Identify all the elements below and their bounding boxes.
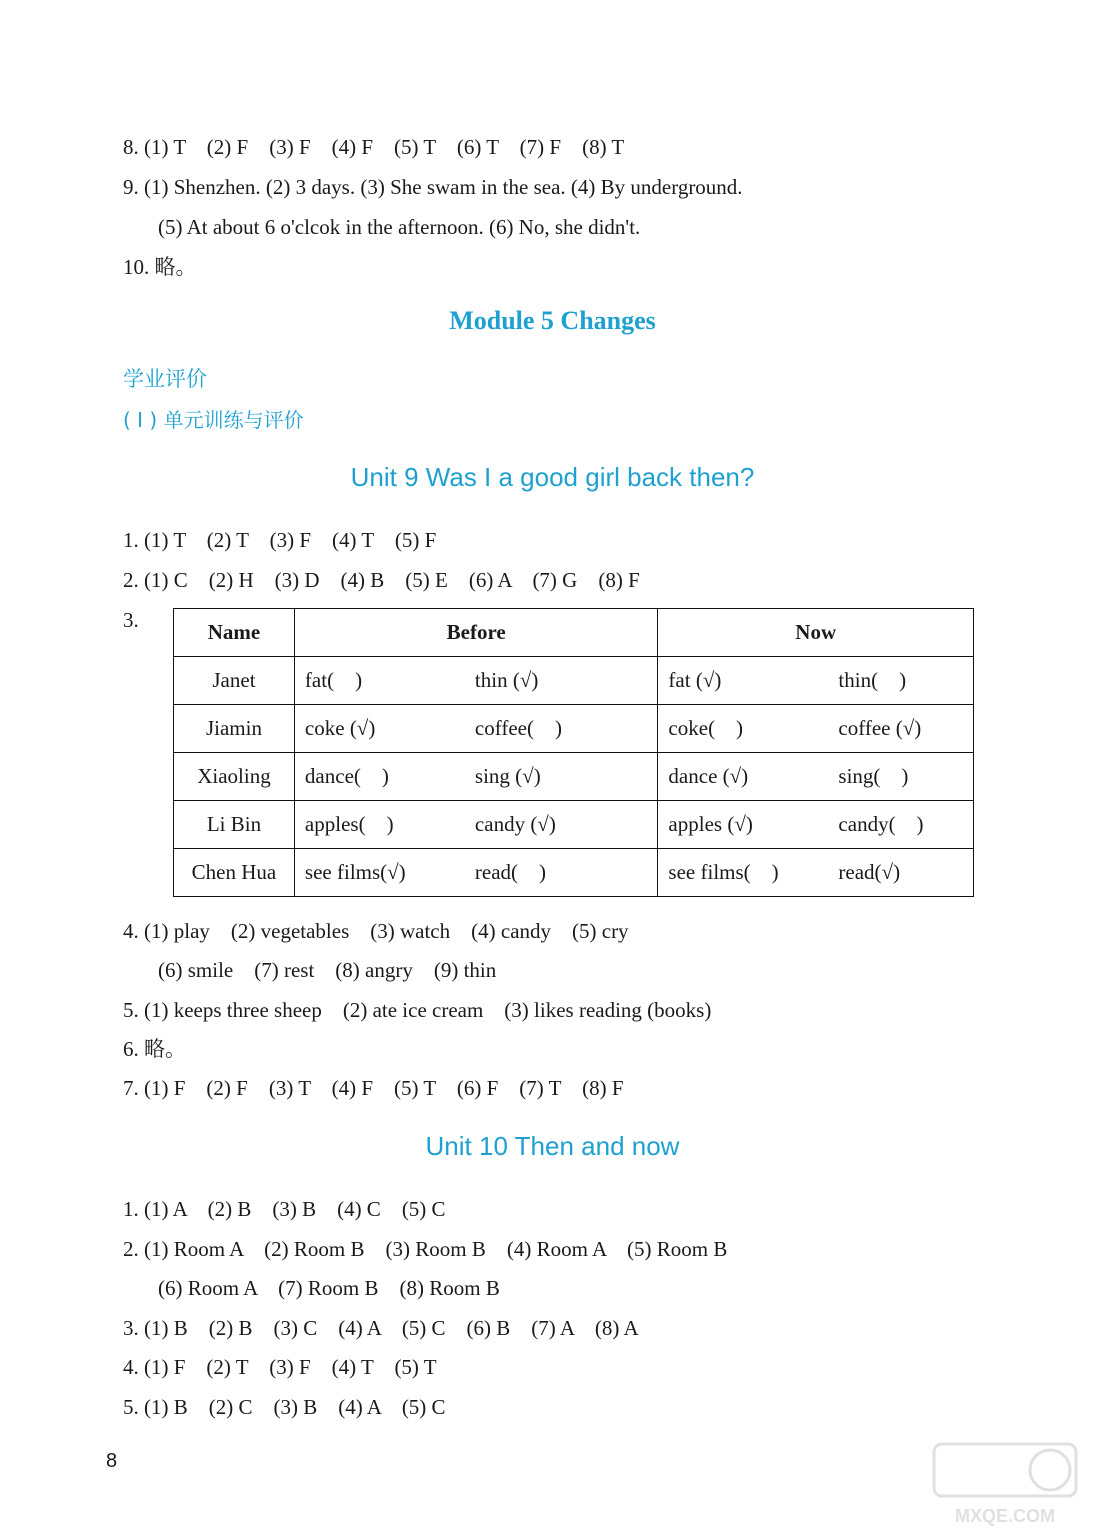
u9-answer-2: 2. (1) C (2) H (3) D (4) B (5) E (6) A (7) G (8) F <box>123 568 640 592</box>
row-name: Jiamin <box>174 705 295 753</box>
now-cell <box>658 801 974 849</box>
answer-line-8: 8. (1) T (2) F (3) F (4) F (5) T (6) T (7) F (8) T <box>123 135 625 159</box>
now-option: dance (√) <box>668 764 749 788</box>
before-option: sing (√) <box>474 764 541 788</box>
page-number: 8 <box>106 1450 118 1472</box>
now-option: thin( ) <box>838 668 907 692</box>
row-name: Xiaoling <box>174 753 295 801</box>
before-cell <box>294 801 658 849</box>
row-name: Li Bin <box>174 801 295 849</box>
now-option: sing( ) <box>838 764 909 788</box>
before-option: coke (√) <box>304 716 376 740</box>
watermark-text: MXQE.COM <box>954 1506 1056 1526</box>
before-option: see films(√) <box>304 860 406 884</box>
answer-line-9-cont: (5) At about 6 o'clcok in the afternoon. (6) No, she didn't. <box>158 215 641 239</box>
before-option: candy (√) <box>474 812 556 836</box>
now-option: read(√) <box>838 860 901 884</box>
u10-answer-2: 2. (1) Room A (2) Room B (3) Room B (4) Room A (5) Room B <box>123 1237 728 1261</box>
table-row <box>174 753 974 801</box>
table-row <box>174 705 974 753</box>
now-cell <box>658 657 974 705</box>
before-cell <box>294 753 658 801</box>
watermark-logo <box>930 1440 1080 1530</box>
u9-answer-6: 6. 略。 <box>123 1037 186 1061</box>
u9-answer-4: 4. (1) play (2) vegetables (3) watch (4) candy (5) cry <box>123 919 629 943</box>
unit10-title: Unit 10 Then and now <box>425 1131 680 1161</box>
unit9-title: Unit 9 Was I a good girl back then? <box>350 462 755 492</box>
row-name: Chen Hua <box>174 849 295 897</box>
u10-answer-2-cont: (6) Room A (7) Room B (8) Room B <box>158 1276 500 1300</box>
before-option: dance( ) <box>304 764 389 788</box>
now-option: coffee (√) <box>838 716 922 740</box>
before-option: coffee( ) <box>474 716 562 740</box>
u10-answer-3: 3. (1) B (2) B (3) C (4) A (5) C (6) B (7) A (8) A <box>123 1316 639 1340</box>
u10-answer-1: 1. (1) A (2) B (3) B (4) C (5) C <box>123 1197 446 1221</box>
answer-line-10: 10. 略。 <box>123 255 197 279</box>
u9-answer-5: 5. (1) keeps three sheep (2) ate ice cream (3) likes reading (books) <box>123 998 712 1022</box>
before-option: read( ) <box>474 860 547 884</box>
header-before: Before <box>294 609 658 657</box>
before-option: apples( ) <box>304 812 394 836</box>
now-cell <box>658 705 974 753</box>
header-name: Name <box>174 609 295 657</box>
before-cell <box>294 657 658 705</box>
u9-answer-1: 1. (1) T (2) T (3) F (4) T (5) F <box>123 528 437 552</box>
u9-answer-4-cont: (6) smile (7) rest (8) angry (9) thin <box>158 958 497 982</box>
before-option: fat( ) <box>304 668 363 692</box>
table-row <box>174 657 974 705</box>
row-name: Janet <box>174 657 295 705</box>
u10-answer-5: 5. (1) B (2) C (3) B (4) A (5) C <box>123 1395 446 1419</box>
table-row <box>174 801 974 849</box>
u9-answer-7: 7. (1) F (2) F (3) T (4) F (5) T (6) F (7) T (8) F <box>123 1076 624 1100</box>
now-option: candy( ) <box>838 812 924 836</box>
now-option: fat (√) <box>668 668 722 692</box>
header-now: Now <box>658 609 974 657</box>
section-heading: 学业评价 <box>123 367 207 391</box>
now-cell <box>658 849 974 897</box>
now-option: apples (√) <box>668 812 753 836</box>
section-subheading: ( Ⅰ ) 单元训练与评价 <box>123 408 304 432</box>
u10-answer-4: 4. (1) F (2) T (3) F (4) T (5) T <box>123 1355 437 1379</box>
before-option: thin (√) <box>474 668 539 692</box>
before-cell <box>294 705 658 753</box>
now-option: coke( ) <box>668 716 744 740</box>
table-row <box>174 849 974 897</box>
answer-table <box>173 608 974 897</box>
module-title: Module 5 Changes <box>449 306 656 335</box>
now-cell <box>658 753 974 801</box>
before-cell <box>294 849 658 897</box>
table-header-row <box>174 609 974 657</box>
answer-line-9: 9. (1) Shenzhen. (2) 3 days. (3) She swam in the sea. (4) By underground. <box>123 175 743 199</box>
now-option: see films( ) <box>668 860 779 884</box>
u9-answer-3-label: 3. <box>123 608 139 632</box>
